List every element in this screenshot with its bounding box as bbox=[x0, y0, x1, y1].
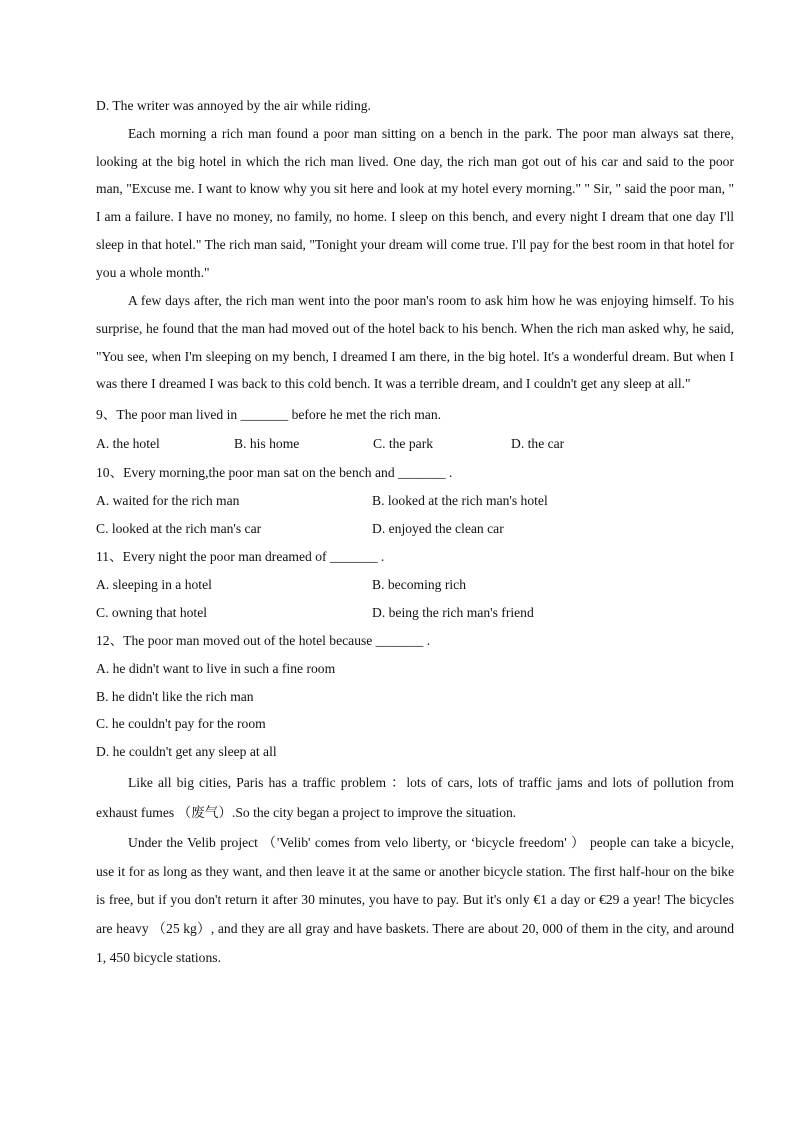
option-d: D. the car bbox=[511, 436, 565, 452]
option-d: D. enjoyed the clean car bbox=[372, 520, 504, 536]
option-c: C. he couldn't pay for the room bbox=[96, 716, 266, 732]
option-d: D. being the rich man's friend bbox=[372, 604, 534, 620]
question-9 bbox=[96, 400, 734, 458]
options-row bbox=[96, 487, 734, 515]
options-row bbox=[96, 599, 734, 627]
document-page bbox=[96, 92, 734, 973]
question-stem: 9、The poor man lived in _______ before he met the rich man. bbox=[96, 407, 442, 423]
options-row bbox=[96, 429, 734, 458]
option-c: C. the park bbox=[373, 436, 434, 452]
option-b: B. he didn't like the rich man bbox=[96, 688, 254, 704]
option-b: B. becoming rich bbox=[372, 577, 467, 593]
passage2-paragraph-2: Under the Velib project （'Velib' comes from velo liberty, or ‘bicycle freedom' ） people can take a bicycle, use it for as long as they want, and then leave it at the same or another bicycle station. The first half-hour on the bike is free, but if you don't return it after 30 minutes, you have to pay. But it's only €1 a day or €29 a year! The bicycles are heavy （25 kg）, and they are all gray and have baskets. There are about 20, 000 of them in the city, and around 1, 450 bicycle stations. bbox=[96, 834, 734, 965]
question-11 bbox=[96, 542, 734, 626]
option-a: A. waited for the rich man bbox=[96, 493, 240, 509]
passage1-paragraph-1: Each morning a rich man found a poor man sitting on a bench in the park. The poor man always sat there, looking at the big hotel in which the rich man lived. One day, the rich man got out of his car and said to the poor man, "Excuse me. I want to know why you sit here and look at my hotel every morning." " Sir, " said the poor man, " I am a failure. I have no money, no family, no home. I sleep on this bench, and every night I dream that one day I'll sleep in that hotel." The rich man said, "Tonight your dream will come true. I'll pay for the best room in that hotel for you a whole month." bbox=[96, 126, 734, 280]
option-b: B. looked at the rich man's hotel bbox=[372, 493, 548, 509]
option-c: C. owning that hotel bbox=[96, 604, 208, 620]
option-c: C. looked at the rich man's car bbox=[96, 520, 262, 536]
option-d: D. he couldn't get any sleep at all bbox=[96, 744, 277, 760]
option-b: B. his home bbox=[234, 436, 300, 452]
passage1-paragraph-2: A few days after, the rich man went into the poor man's room to ask him how he was enjoying himself. To his surprise, he found that the man had moved out of the hotel back to his bench. When the rich man asked why, he said, "You see, when I'm sleeping on my bench, I dreamed I am there, in the big hotel. It's a wonderful dream. But when I was there I dreamed I was back to this cold bench. It was a terrible dream, and I couldn't get any sleep at all." bbox=[96, 293, 734, 392]
passage2-paragraph-1: Like all big cities, Paris has a traffic problem ：lots of cars, lots of traffic jams and lots of pollution from exhaust fumes （废气）.So the city began a project to improve the situation. bbox=[96, 774, 734, 820]
options-row bbox=[96, 515, 734, 543]
question-10 bbox=[96, 458, 734, 542]
previous-question-option-d: D. The writer was annoyed by the air while riding. bbox=[96, 98, 371, 113]
question-stem: 11、Every night the poor man dreamed of _______ . bbox=[96, 549, 385, 565]
question-stem: 12、The poor man moved out of the hotel because _______ . bbox=[96, 633, 431, 649]
question-12 bbox=[96, 626, 734, 766]
options-row bbox=[96, 571, 734, 599]
option-a: A. the hotel bbox=[96, 436, 160, 452]
question-stem: 10、Every morning,the poor man sat on the bench and _______ . bbox=[96, 465, 453, 481]
option-a: A. he didn't want to live in such a fine room bbox=[96, 661, 336, 677]
option-a: A. sleeping in a hotel bbox=[96, 577, 212, 593]
